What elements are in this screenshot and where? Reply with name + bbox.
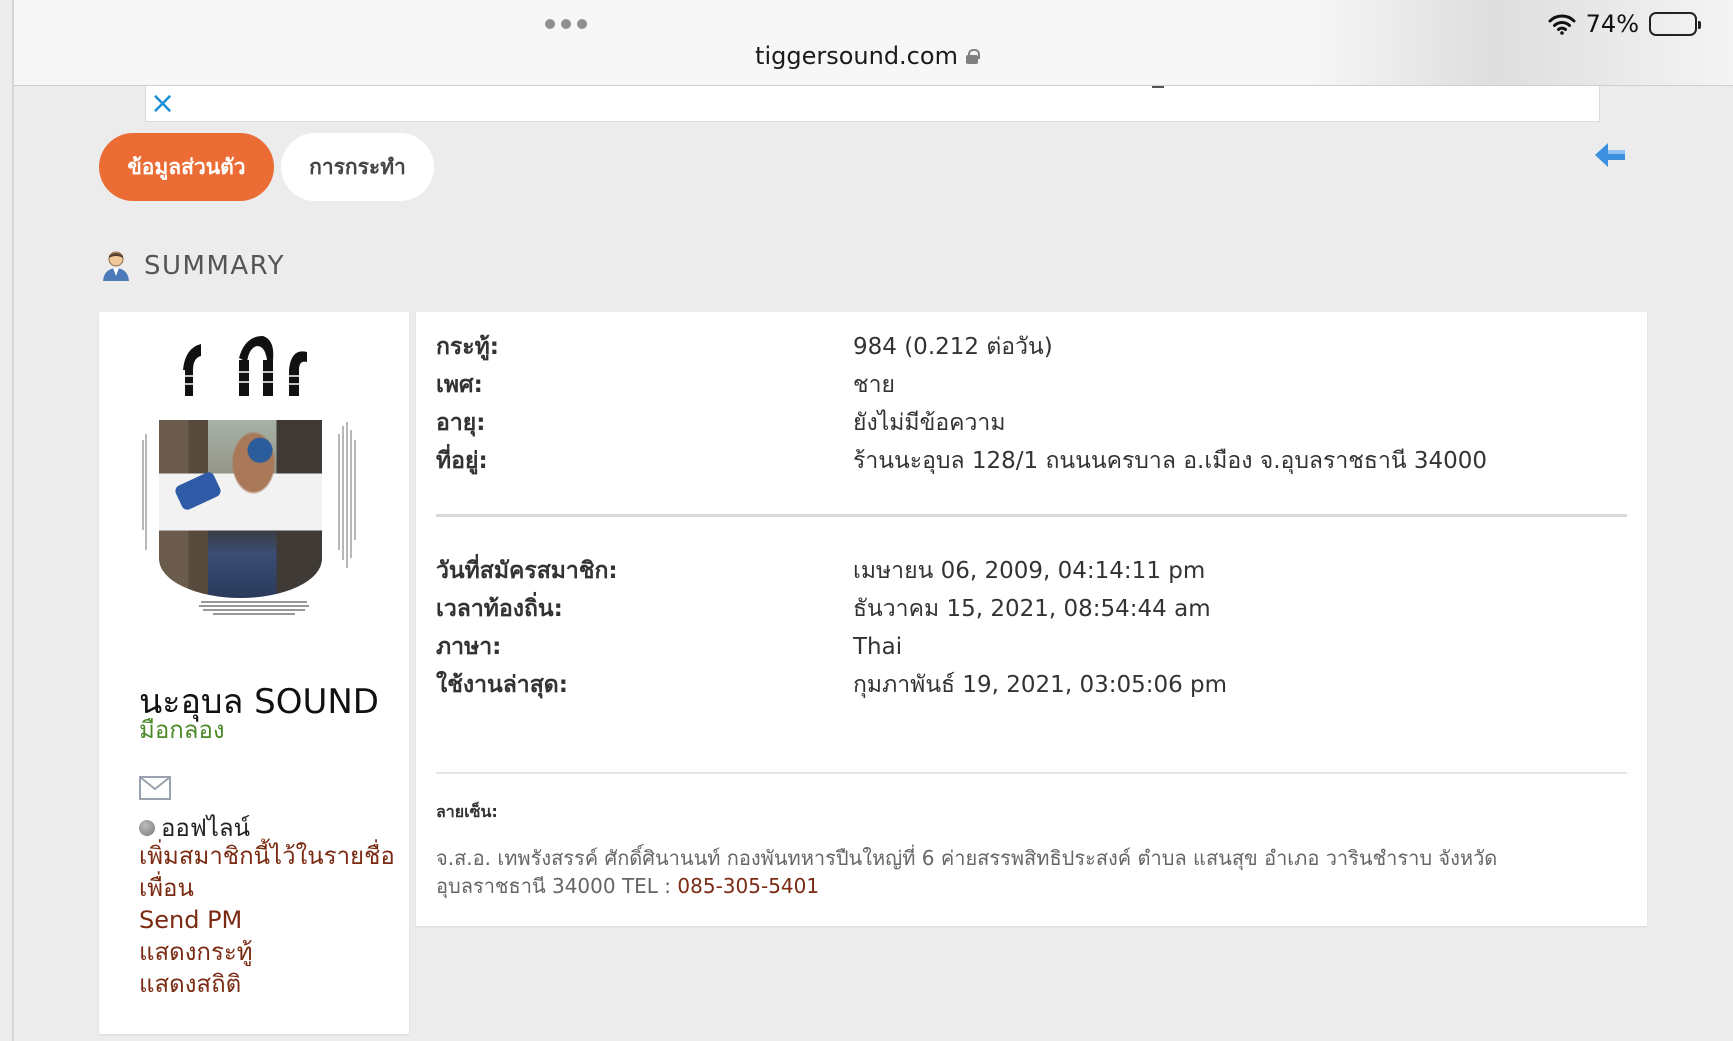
envelope-icon[interactable] — [139, 776, 171, 800]
show-stats-link[interactable]: แสดงสถิติ — [139, 970, 242, 998]
battery-icon — [1649, 12, 1697, 36]
status-text: ออฟไลน์ — [161, 814, 251, 842]
show-posts-link[interactable]: แสดงกระทู้ — [139, 938, 253, 966]
detail-value: 984 (0.212 ต่อวัน) — [853, 334, 1053, 360]
summary-heading — [100, 250, 285, 282]
user-icon — [100, 250, 132, 282]
detail-value: กุมภาพันธ์ 19, 2021, 03:05:06 pm — [853, 672, 1228, 698]
detail-value: ชาย — [853, 372, 896, 398]
status-bar — [1548, 10, 1697, 38]
detail-label: ที่อยู่: — [436, 448, 488, 474]
detail-value: ธันวาคม 15, 2021, 08:54:44 am — [853, 596, 1211, 622]
member-rank: มือกลอง — [139, 716, 225, 744]
member-name: นะอุบล SOUND — [139, 682, 379, 722]
tab-profile-info[interactable]: ข้อมูลส่วนตัว — [99, 133, 274, 201]
detail-label: ภาษา: — [436, 634, 502, 660]
detail-label: อายุ: — [436, 410, 486, 436]
detail-value: ยังไม่มีข้อความ — [853, 410, 1006, 436]
detail-value: เมษายน 06, 2009, 04:14:11 pm — [853, 558, 1206, 584]
detail-label: กระทู้: — [436, 334, 499, 360]
signature-body: จ.ส.อ. เทพรังสรรค์ ศักดิ์ศินานนท์ กองพันทหารปืนใหญ่ที่ 6 ค่ายสรรพสิทธิประสงค์ ตำบล แสนสุข อำเภอ วารินชำราบ จังหวัด อุบลราชธานี 34000 TEL : — [436, 846, 1498, 898]
page-left-edge — [12, 0, 14, 1041]
add-buddy-link-cont[interactable]: เพื่อน — [139, 874, 194, 902]
profile-card — [99, 312, 409, 1034]
detail-label: ใช้งานล่าสุด: — [436, 672, 568, 698]
detail-value: ร้านนะอุบล 128/1 ถนนนครบาล อ.เมือง จ.อุบลราชธานี 34000 — [853, 448, 1488, 474]
back-arrow-icon[interactable] — [1593, 140, 1627, 170]
profile-details-card — [416, 312, 1647, 926]
ad-banner — [145, 86, 1600, 122]
wifi-icon — [1548, 13, 1576, 35]
tab-actions[interactable]: การกระทำ — [281, 133, 434, 201]
section-title: SUMMARY — [144, 251, 285, 281]
divider — [436, 772, 1627, 774]
browser-toolbar — [14, 0, 1733, 86]
url-text: tiggersound.com — [755, 42, 958, 70]
avatar — [139, 330, 365, 630]
ad-fragment — [1152, 86, 1164, 88]
detail-label: วันที่สมัครสมาชิก: — [436, 558, 618, 584]
signature-phone-link[interactable]: 085-305-5401 — [677, 874, 820, 898]
address-bar[interactable] — [14, 42, 1733, 70]
signature-label: ลายเซ็น: — [436, 802, 498, 821]
status-dot-icon — [139, 820, 155, 836]
add-buddy-link[interactable]: เพิ่มสมาชิกนี้ไว้ในรายชื่อ — [139, 842, 395, 870]
divider — [436, 514, 1627, 517]
close-icon[interactable]: × — [150, 86, 176, 121]
more-dots-icon[interactable] — [545, 19, 587, 29]
detail-label: เพศ: — [436, 372, 483, 398]
signature-text — [436, 844, 1596, 900]
battery-percent: 74% — [1585, 10, 1639, 38]
lock-icon — [966, 49, 978, 63]
detail-label: เวลาท้องถิ่น: — [436, 596, 563, 622]
detail-value: Thai — [853, 634, 903, 660]
send-pm-link[interactable]: Send PM — [139, 906, 243, 934]
